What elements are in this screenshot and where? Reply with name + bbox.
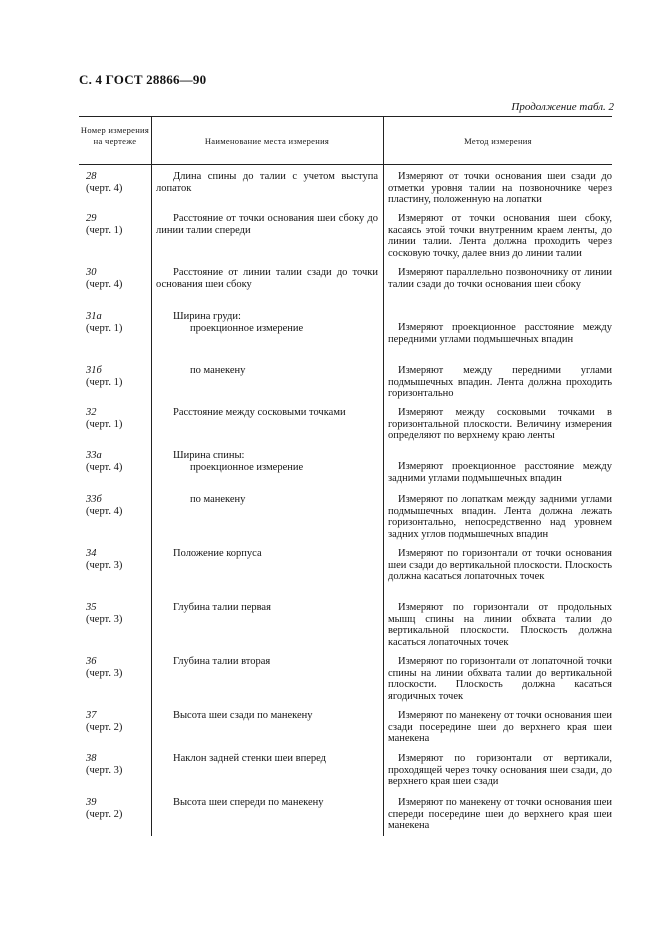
row-name: Ширина груди:: [173, 311, 241, 322]
row-method: Измеряют параллельно позвоночнику от линии талии сзади до точки основания шеи сбоку: [388, 267, 612, 290]
row-name: Ширина спины:: [173, 450, 245, 461]
row-method: Измеряют проекционное расстояние между задними углами подмышечных впадин: [388, 461, 612, 484]
row-name: Расстояние между сосковыми точками: [173, 407, 346, 418]
row-method: Измеряют по манекену от точки основания шеи спереди посередине шеи до верхнего края шеи манекена: [388, 797, 612, 831]
row-name: Высота шеи сзади по манекену: [173, 710, 313, 721]
row-figure: (черт. 2): [86, 721, 123, 733]
row-figure: (черт. 1): [86, 376, 123, 388]
row-method: Измеряют по горизонтали от точки основания шеи сзади до вертикальной плоскости. Плоскость должна касаться лопаточных точек: [388, 548, 612, 582]
row-figure: (черт. 3): [86, 613, 123, 625]
row-method: Измеряют между сосковыми точками в горизонтальной плоскости. Величину измерения определяют по верхнему краю ленты: [388, 407, 612, 441]
row-number: 36: [86, 656, 97, 667]
row-number: 32: [86, 407, 97, 418]
row-method: Измеряют проекционное расстояние между передними углами подмышечных впадин: [388, 322, 612, 345]
table-continuation-label: Продолжение табл. 2: [511, 101, 614, 113]
row-name: Глубина талии вторая: [173, 656, 271, 667]
table-top-rule: [79, 116, 612, 117]
row-method: Измеряют от точки основания шеи сзади до отметки уровня талии на позвоночнике через пластину, положенную на лопатки: [388, 171, 612, 205]
row-method: Измеряют от точки основания шеи сбоку, касаясь этой точки внутренним краем ленты, до линии талии. Лента должна проходить через сосковую точку, далее вниз до линии талии: [388, 213, 612, 259]
row-figure: (черт. 4): [86, 505, 123, 517]
page-header: С. 4 ГОСТ 28866—90: [79, 72, 207, 87]
row-name: Расстояние от линии талии сзади до точки основания шеи сбоку: [156, 267, 378, 290]
row-number: 33б: [86, 494, 102, 505]
row-number: 33а: [86, 450, 102, 461]
row-figure: (черт. 3): [86, 764, 123, 776]
row-number: 39: [86, 797, 97, 808]
row-number: 28: [86, 171, 97, 182]
row-figure: (черт. 3): [86, 559, 123, 571]
row-number: 31б: [86, 365, 102, 376]
row-figure: (черт. 4): [86, 278, 123, 290]
row-name: Положение корпуса: [173, 548, 262, 559]
row-method: Измеряют между передними углами подмышечных впадин. Лента должна проходить горизонтально: [388, 365, 612, 399]
column-header-number: Номер измерения на чертеже: [80, 125, 150, 146]
row-name-sub: по манекену: [190, 365, 246, 376]
row-method: Измеряют по горизонтали от вертикали, проходящей через точку основания шеи сзади, до верхнего края шеи сзади: [388, 753, 612, 787]
row-figure: (черт. 1): [86, 224, 123, 236]
row-number: 31а: [86, 311, 102, 322]
column-divider-1: [151, 116, 152, 836]
row-method: Измеряют по манекену от точки основания шеи сзади посередине шеи до верхнего края шеи манекена: [388, 710, 612, 744]
row-figure: (черт. 4): [86, 182, 123, 194]
row-figure: (черт. 2): [86, 808, 123, 820]
column-header-name: Наименование места измерения: [204, 136, 330, 146]
row-figure: (черт. 1): [86, 418, 123, 430]
row-name: Расстояние от точки основания шеи сбоку до линии талии спереди: [156, 213, 378, 236]
row-name: Наклон задней стенки шеи вперед: [173, 753, 326, 764]
row-figure: (черт. 4): [86, 461, 123, 473]
table-header-rule: [79, 164, 612, 165]
row-name-sub: проекционное измерение: [190, 461, 304, 473]
row-name-sub: проекционное измерение: [190, 322, 304, 334]
row-figure: (черт. 1): [86, 322, 123, 334]
row-name: Глубина талии первая: [173, 602, 271, 613]
row-number: 35: [86, 602, 97, 613]
row-number: 29: [86, 213, 97, 224]
row-number: 34: [86, 548, 97, 559]
row-number: 30: [86, 267, 97, 278]
row-figure: (черт. 3): [86, 667, 123, 679]
row-method: Измеряют по горизонтали от лопаточной точки спины на линии обхвата талии до вертикальной плоскости. Плоскость должна касаться ягодичных точек: [388, 656, 612, 702]
row-method: Измеряют по лопаткам между задними углами подмышечных впадин. Лента должна лежать горизонтально, непосредственно над уровнем задних углов подмышечных впадин: [388, 494, 612, 540]
row-name-sub: по манекену: [190, 494, 246, 505]
row-number: 37: [86, 710, 97, 721]
row-name: Длина спины до талии с учетом выступа лопаток: [156, 171, 378, 194]
column-divider-2: [383, 116, 384, 836]
row-method: Измеряют по горизонтали от продольных мышц спины на линии обхвата талии до вертикальной плоскости. Плоскость должна касаться лопаточных точек: [388, 602, 612, 648]
row-number: 38: [86, 753, 97, 764]
column-header-method: Метод измерения: [464, 136, 532, 146]
row-name: Высота шеи спереди по манекену: [173, 797, 324, 808]
